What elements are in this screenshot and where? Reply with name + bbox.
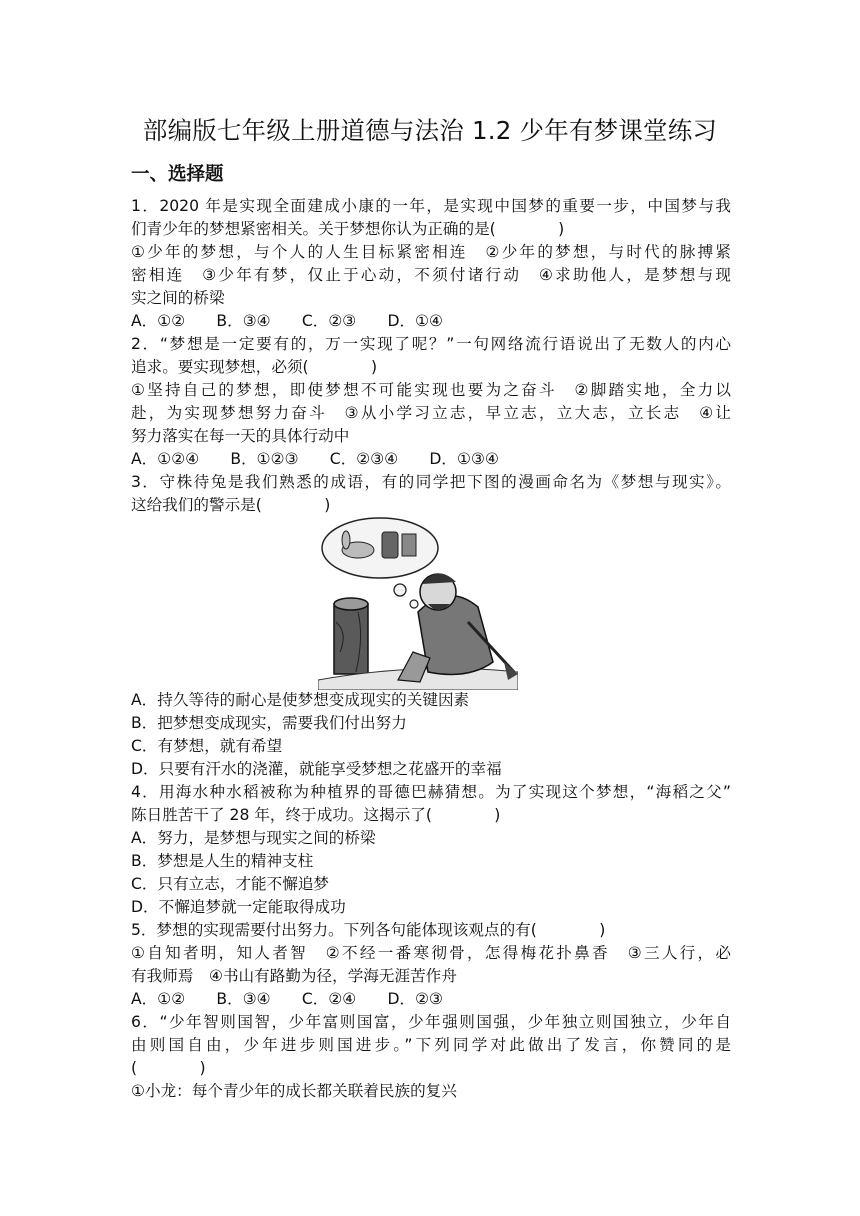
q5-options: A．①② B．③④ C．②④ D．②③ bbox=[131, 990, 444, 1008]
q3-line-1: 3．守株待兔是我们熟悉的成语，有的同学把下图的漫画命名为《梦想与现实》。 bbox=[131, 473, 731, 491]
q2-options: A．①②④ B．①②③ C．②③④ D．①③④ bbox=[131, 450, 499, 468]
cartoon-illustration bbox=[318, 512, 518, 690]
q2-line-2: 追求。要实现梦想，必须( ) bbox=[131, 358, 378, 376]
q3-option-d: D．只要有汗水的浇灌，就能享受梦想之花盛开的幸福 bbox=[131, 760, 502, 778]
q3-line-2: 这给我们的警示是( ) bbox=[131, 496, 331, 514]
q1-line-5: 实之间的桥梁 bbox=[131, 289, 225, 307]
q6-line-2: 由则国自由，少年进步则国进步。”下列同学对此做出了发言，你赞同的是 bbox=[131, 1036, 731, 1054]
q4-option-c: C．只有立志，才能不懈追梦 bbox=[131, 875, 330, 893]
q1-line-2: 们青少年的梦想紧密相关。关于梦想你认为正确的是( ) bbox=[131, 220, 565, 238]
q4-option-b: B．梦想是人生的精神支柱 bbox=[131, 852, 314, 870]
q1-options: A．①② B．③④ C．②③ D．①④ bbox=[131, 312, 444, 330]
q1-line-1: 1．2020 年是实现全面建成小康的一年，是实现中国梦的重要一步，中国梦与我 bbox=[131, 197, 731, 215]
q1-line-3: ①少年的梦想，与个人的人生目标紧密相连 ②少年的梦想，与时代的脉搏紧 bbox=[131, 243, 731, 261]
q5-line-3: 有我师焉 ④书山有路勤为径，学海无涯苦作舟 bbox=[131, 967, 457, 985]
section-heading: 一、选择题 bbox=[131, 164, 224, 185]
q2-line-3: ①坚持自己的梦想，即使梦想不可能实现也要为之奋斗 ②脚踏实地，全力以 bbox=[131, 381, 731, 399]
q2-line-5: 努力落实在每一天的具体行动中 bbox=[131, 427, 350, 445]
q6-line-3: ( ) bbox=[131, 1059, 206, 1077]
q3-option-a: A．持久等待的耐心是使梦想变成现实的关键因素 bbox=[131, 691, 470, 709]
q2-line-1: 2．“梦想是一定要有的，万一实现了呢？”一句网络流行语说出了无数人的内心 bbox=[131, 335, 731, 353]
q4-option-a: A．努力，是梦想与现实之间的桥梁 bbox=[131, 829, 376, 847]
q4-line-2: 陈日胜苦干了 28 年，终于成功。这揭示了( ) bbox=[131, 806, 501, 824]
q6-line-4: ①小龙：每个青少年的成长都关联着民族的复兴 bbox=[131, 1082, 457, 1100]
q3-option-b: B．把梦想变成现实，需要我们付出努力 bbox=[131, 714, 407, 732]
q5-line-2: ①自知者明，知人者智 ②不经一番寒彻骨，怎得梅花扑鼻香 ③三人行，必 bbox=[131, 944, 731, 962]
q2-line-4: 赴，为实现梦想努力奋斗 ③从小学习立志，早立志，立大志，立长志 ④让 bbox=[131, 404, 731, 422]
q4-option-d: D．不懈追梦就一定能取得成功 bbox=[131, 898, 346, 916]
q6-line-1: 6．“少年智则国智，少年富则国富，少年强则国强，少年独立则国独立，少年自 bbox=[131, 1013, 731, 1031]
q1-line-4: 密相连 ③少年有梦，仅止于心动，不须付诸行动 ④求助他人，是梦想与现 bbox=[131, 266, 731, 284]
q3-option-c: C．有梦想，就有希望 bbox=[131, 737, 283, 755]
q5-line-1: 5．梦想的实现需要付出努力。下列各句能体现该观点的有( ) bbox=[131, 921, 606, 939]
page-title: 部编版七年级上册道德与法治 1.2 少年有梦课堂练习 bbox=[142, 116, 718, 145]
q4-line-1: 4．用海水种水稻被称为种植界的哥德巴赫猜想。为了实现这个梦想，“海稻之父” bbox=[131, 783, 731, 801]
